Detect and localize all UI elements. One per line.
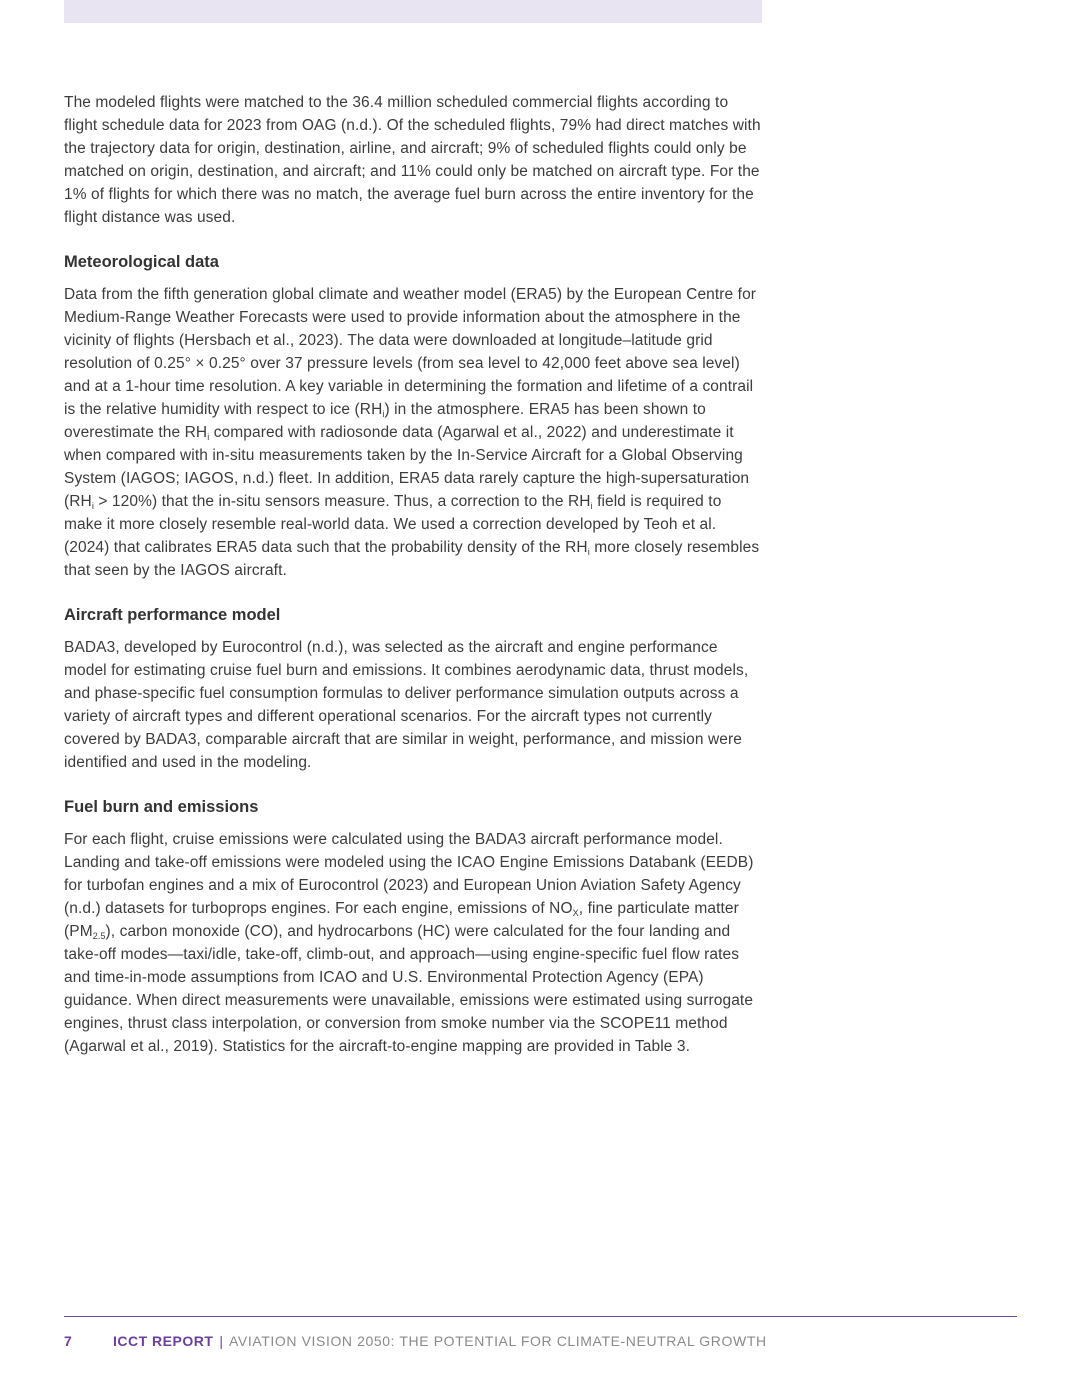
text-run: field is required to make it more closely resemble real-world data. We used a correction developed by Teoh et al. (2024) that calibrates ERA5 data such that the probability density of the RH — [64, 493, 722, 556]
meteorological-paragraph — [64, 283, 764, 582]
top-decorative-band — [64, 0, 762, 23]
section-heading-fuel-burn: Fuel burn and emissions — [64, 798, 259, 816]
text-run: more closely resembles that seen by the IAGOS aircraft. — [64, 539, 760, 579]
footer-divider — [64, 1316, 1017, 1317]
subscript: i — [590, 501, 593, 511]
subscript: i — [91, 501, 94, 511]
page-number: 7 — [64, 1333, 72, 1349]
subscript: 2.5 — [92, 931, 106, 941]
subscript: i — [587, 547, 590, 557]
text-run: , fine particulate matter (PM — [64, 900, 739, 940]
page-footer — [64, 1332, 767, 1350]
footer-brand: ICCT REPORT — [113, 1333, 214, 1349]
text-run: For each flight, cruise emissions were calculated using the BADA3 aircraft performance model. Landing and take-off emissions were modeled using the ICAO Engine Emissions Databank (EEDB) for turbofan engines and a mix of Eurocontrol (2023) and European Union Aviation Safety Agency (n.d.) datasets for turboprops engines. For each engine, emissions of NO — [64, 831, 754, 917]
aircraft-performance-paragraph: BADA3, developed by Eurocontrol (n.d.), was selected as the aircraft and engine performance model for estimating cruise fuel burn and emissions. It combines aerodynamic data, thrust models, and phase-specific fuel consumption formulas to deliver performance simulation outputs across a variety of aircraft types and different operational scenarios. For the aircraft types not currently covered by BADA3, comparable aircraft that are similar in weight, performance, and mission were identified and used in the modeling. — [64, 639, 749, 771]
text-run: compared with radiosonde data (Agarwal et al., 2022) and underestimate it when compared with in-situ measurements taken by the In-Service Aircraft for a Global Observing System (IAGOS; IAGOS, n.d.) fleet. In addition, ERA5 data rarely capture the high-supersaturation (RH — [64, 424, 750, 510]
text-run: ), carbon monoxide (CO), and hydrocarbons (HC) were calculated for the four landing and take-off modes—taxi/idle, take-off, climb-out, and approach—using engine-specific fuel flow rates and time-in-mode assumptions from ICAO and U.S. Environmental Protection Agency (EPA) guidance. When direct measurements were unavailable, emissions were estimated using surrogate engines, thrust class interpolation, or conversion from smoke number via the SCOPE11 method (Agarwal et al., 2019). Statistics for the aircraft-to-engine mapping are provided in Table 3. — [64, 923, 754, 1055]
text-run: ) in the atmosphere. ERA5 has been shown to overestimate the RH — [64, 401, 706, 441]
text-run: Data from the fifth generation global climate and weather model (ERA5) by the European Centre for Medium-Range Weather Forecasts were used to provide information about the atmosphere in the vicinity of flights (Hersbach et al., 2023). The data were downloaded at longitude–latitude grid resolution of 0.25° × 0.25° over 37 pressure levels (from sea level to 42,000 feet above sea level) and at a 1-hour time resolution. A key variable in determining the formation and lifetime of a contrail is the relative humidity with respect to ice (RH — [64, 286, 757, 418]
fuel-burn-paragraph — [64, 828, 764, 1058]
subscript: X — [572, 908, 579, 918]
document-body — [64, 91, 764, 1058]
subscript: i — [382, 409, 385, 419]
text-run: > 120%) that the in-situ sensors measure. Thus, a correction to the RH — [93, 493, 591, 510]
section-heading-aircraft-performance: Aircraft performance model — [64, 606, 281, 624]
section-heading-meteorological: Meteorological data — [64, 253, 219, 271]
footer-report-title: AVIATION VISION 2050: THE POTENTIAL FOR CLIMATE-NEUTRAL GROWTH — [229, 1333, 767, 1349]
footer-separator: | — [219, 1333, 224, 1349]
intro-paragraph: The modeled flights were matched to the 36.4 million scheduled commercial flights according to flight schedule data for 2023 from OAG (n.d.). Of the scheduled flights, 79% had direct matches with the trajectory data for origin, destination, airline, and aircraft; 9% of scheduled flights could only be matched on origin, destination, and aircraft; and 11% could only be matched on aircraft type. For the 1% of flights for which there was no match, the average fuel burn across the entire inventory for the flight distance was used. — [64, 94, 761, 226]
subscript: i — [207, 432, 210, 442]
